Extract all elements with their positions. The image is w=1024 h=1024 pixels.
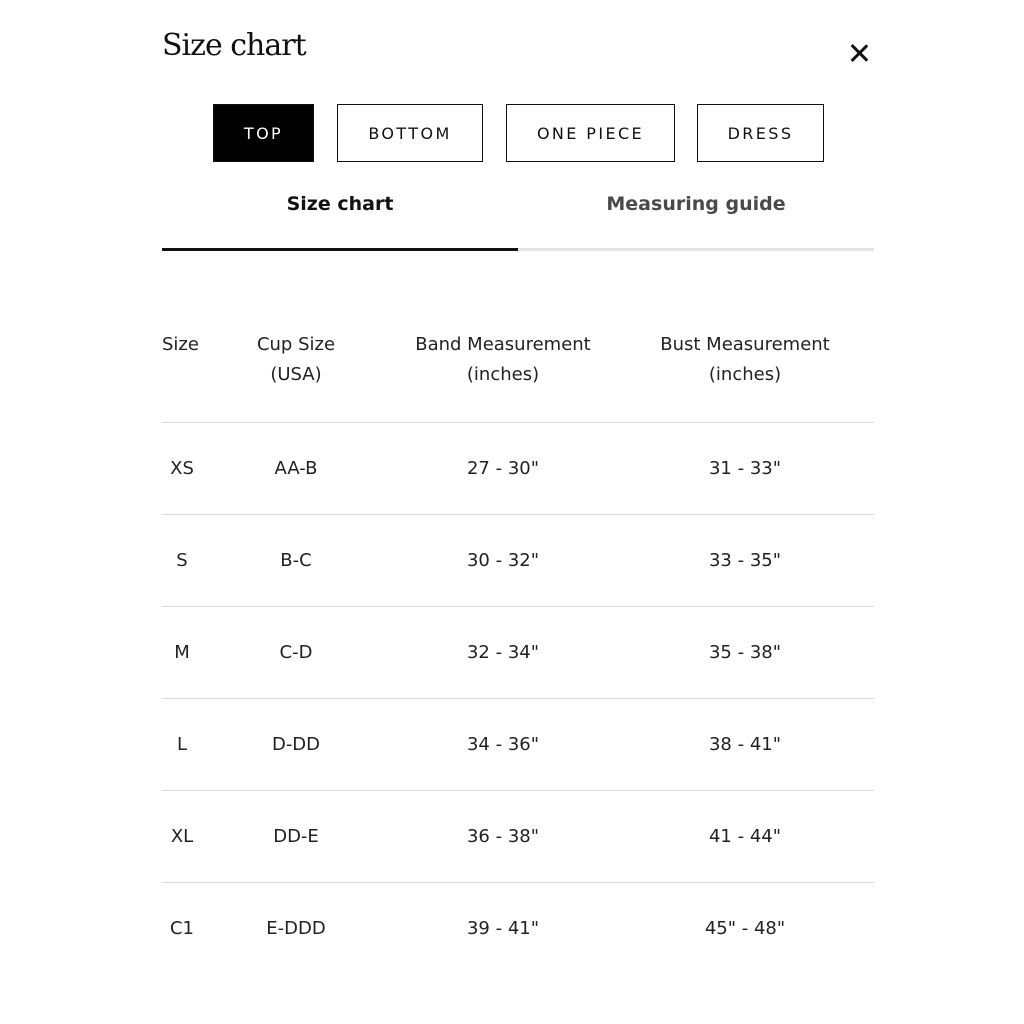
cell-size: XL (170, 826, 194, 847)
cell-cup: C-D (279, 642, 313, 663)
header-cup-size-line2: (USA) (270, 364, 322, 385)
header-bust-line1: Bust Measurement (660, 334, 830, 355)
header-bust-measurement (616, 330, 874, 422)
modal-title: Size chart (162, 28, 306, 63)
cell-bust: 41 - 44" (708, 826, 782, 847)
cell-cup: AA-B (274, 458, 318, 479)
cell-band: 36 - 38" (466, 826, 540, 847)
cell-cup: E-DDD (266, 918, 326, 939)
cell-band: 32 - 34" (466, 642, 540, 663)
cell-size: XS (170, 458, 194, 479)
active-tab-indicator (162, 248, 518, 251)
table-row (162, 423, 874, 515)
size-table (162, 330, 874, 974)
header-band-measurement (390, 330, 616, 422)
header-band-line1: Band Measurement (415, 334, 591, 355)
cell-size: L (176, 734, 188, 755)
table-row (162, 607, 874, 699)
header-cup-size-line1: Cup Size (256, 334, 336, 355)
tab-size-chart[interactable]: Size chart (286, 193, 394, 215)
category-top-button[interactable]: TOP (213, 104, 314, 162)
cell-cup: D-DD (271, 734, 321, 755)
header-bust-line2: (inches) (708, 364, 782, 385)
cell-band: 30 - 32" (466, 550, 540, 571)
cell-size: C1 (169, 918, 195, 939)
header-cup-size (202, 330, 390, 422)
table-header (162, 330, 874, 423)
cell-bust: 38 - 41" (708, 734, 782, 755)
cell-cup: B-C (280, 550, 312, 571)
tab-measuring-guide[interactable]: Measuring guide (606, 193, 786, 215)
table-row (162, 883, 874, 974)
cell-bust: 31 - 33" (708, 458, 782, 479)
table-row (162, 515, 874, 607)
cell-size: M (174, 642, 190, 663)
cell-size: S (176, 550, 188, 571)
cell-band: 34 - 36" (466, 734, 540, 755)
close-icon[interactable] (846, 40, 872, 66)
cell-bust: 33 - 35" (708, 550, 782, 571)
category-bottom-button[interactable]: BOTTOM (337, 104, 483, 162)
cell-cup: DD-E (273, 826, 319, 847)
table-row (162, 791, 874, 883)
cell-band: 39 - 41" (466, 918, 540, 939)
header-band-line2: (inches) (466, 364, 540, 385)
cell-bust: 35 - 38" (708, 642, 782, 663)
table-row (162, 699, 874, 791)
cell-bust: 45" - 48" (704, 918, 786, 939)
cell-band: 27 - 30" (466, 458, 540, 479)
header-size: Size (162, 334, 199, 355)
category-dress-button[interactable]: DRESS (697, 104, 824, 162)
category-one-piece-button[interactable]: ONE PIECE (506, 104, 675, 162)
